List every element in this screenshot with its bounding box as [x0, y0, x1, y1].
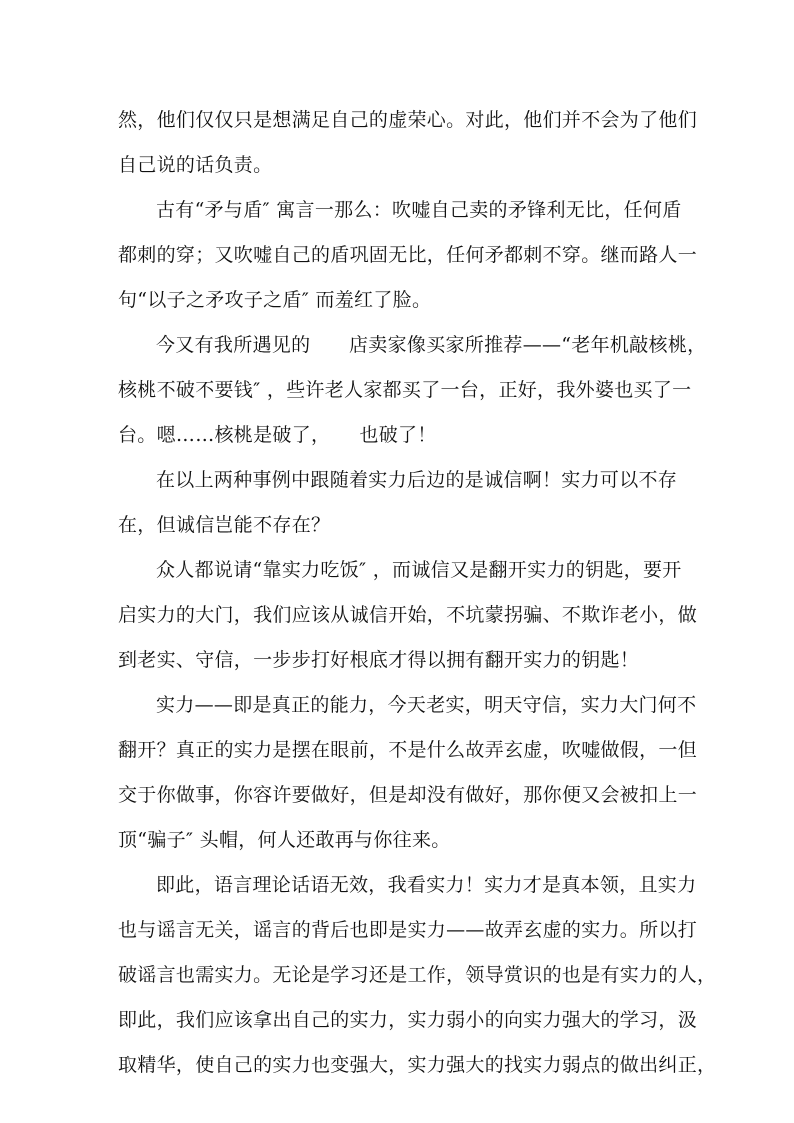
text-line: 都刺的穿；又吹嘘自己的盾巩固无比，任何矛都刺不穿。继而路人一 — [118, 244, 698, 266]
text-line: 即此，语言理论话语无效，我看实力！实力才是真本领，且实力 — [156, 874, 697, 896]
document-body — [118, 98, 717, 1088]
text-line: 在以上两种事例中跟随着实力后边的是诚信啊！实力可以不存 — [156, 469, 678, 491]
text-line: 取精华，使自己的实力也变强大，实力强大的找实力弱点的做出纠正， — [118, 1054, 717, 1076]
text-line: 台。嗯……核桃是破了， 也破了！ — [118, 424, 437, 446]
paragraph-3 — [118, 323, 707, 458]
text-line: 实力——即是真正的能力，今天老实，明天守信，实力大门何不 — [156, 694, 697, 716]
text-line: 顶“骗子″ 头帽，何人还敢再与你往来。 — [118, 829, 451, 851]
text-line: 也与谣言无关，谣言的背后也即是实力——故弄玄虚的实力。所以打 — [118, 919, 698, 941]
paragraph-1 — [118, 98, 698, 188]
paragraph-5 — [118, 548, 698, 683]
paragraph-6 — [118, 683, 698, 863]
text-line: 翻开？真正的实力是摆在眼前，不是什么故弄玄虚，吹嘘做假，一但 — [118, 739, 698, 761]
text-line: 即此，我们应该拿出自己的实力，实力弱小的向实力强大的学习，汲 — [118, 1009, 698, 1031]
paragraph-7 — [118, 863, 717, 1088]
text-line: 自己说的话负责。 — [118, 154, 273, 176]
text-line: 在，但诚信岂能不存在？ — [118, 514, 331, 536]
text-line: 到老实、守信，一步步打好根底才得以拥有翻开实力的钥匙！ — [118, 649, 640, 671]
text-line: 今又有我所遇见的 店卖家像买家所推荐——“老年机敲核桃， — [156, 334, 707, 356]
paragraph-4 — [118, 458, 688, 548]
text-line: 启实力的大门，我们应该从诚信开始，不坑蒙拐骗、不欺诈老小，做 — [118, 604, 698, 626]
text-line: 众人都说请“靠实力吃饭″ ，而诚信又是翻开实力的钥匙，要开 — [156, 559, 682, 581]
text-line: 交于你做事，你容许要做好，但是却没有做好，那你便又会被扣上一 — [118, 784, 698, 806]
text-line: 核桃不破不要钱″ ，些许老人家都买了一台，正好，我外婆也买了一 — [118, 379, 692, 401]
text-line: 古有“矛与盾″ 寓言一那么：吹嘘自己卖的矛锋利无比，任何盾 — [156, 199, 682, 221]
text-line: 然，他们仅仅只是想满足自己的虚荣心。对此，他们并不会为了他们 — [118, 109, 698, 131]
paragraph-2 — [118, 188, 698, 323]
text-line: 句“以子之矛攻子之盾″ 而羞红了脸。 — [118, 289, 432, 311]
text-line: 破谣言也需实力。无论是学习还是工作，领导赏识的也是有实力的人， — [118, 964, 717, 986]
